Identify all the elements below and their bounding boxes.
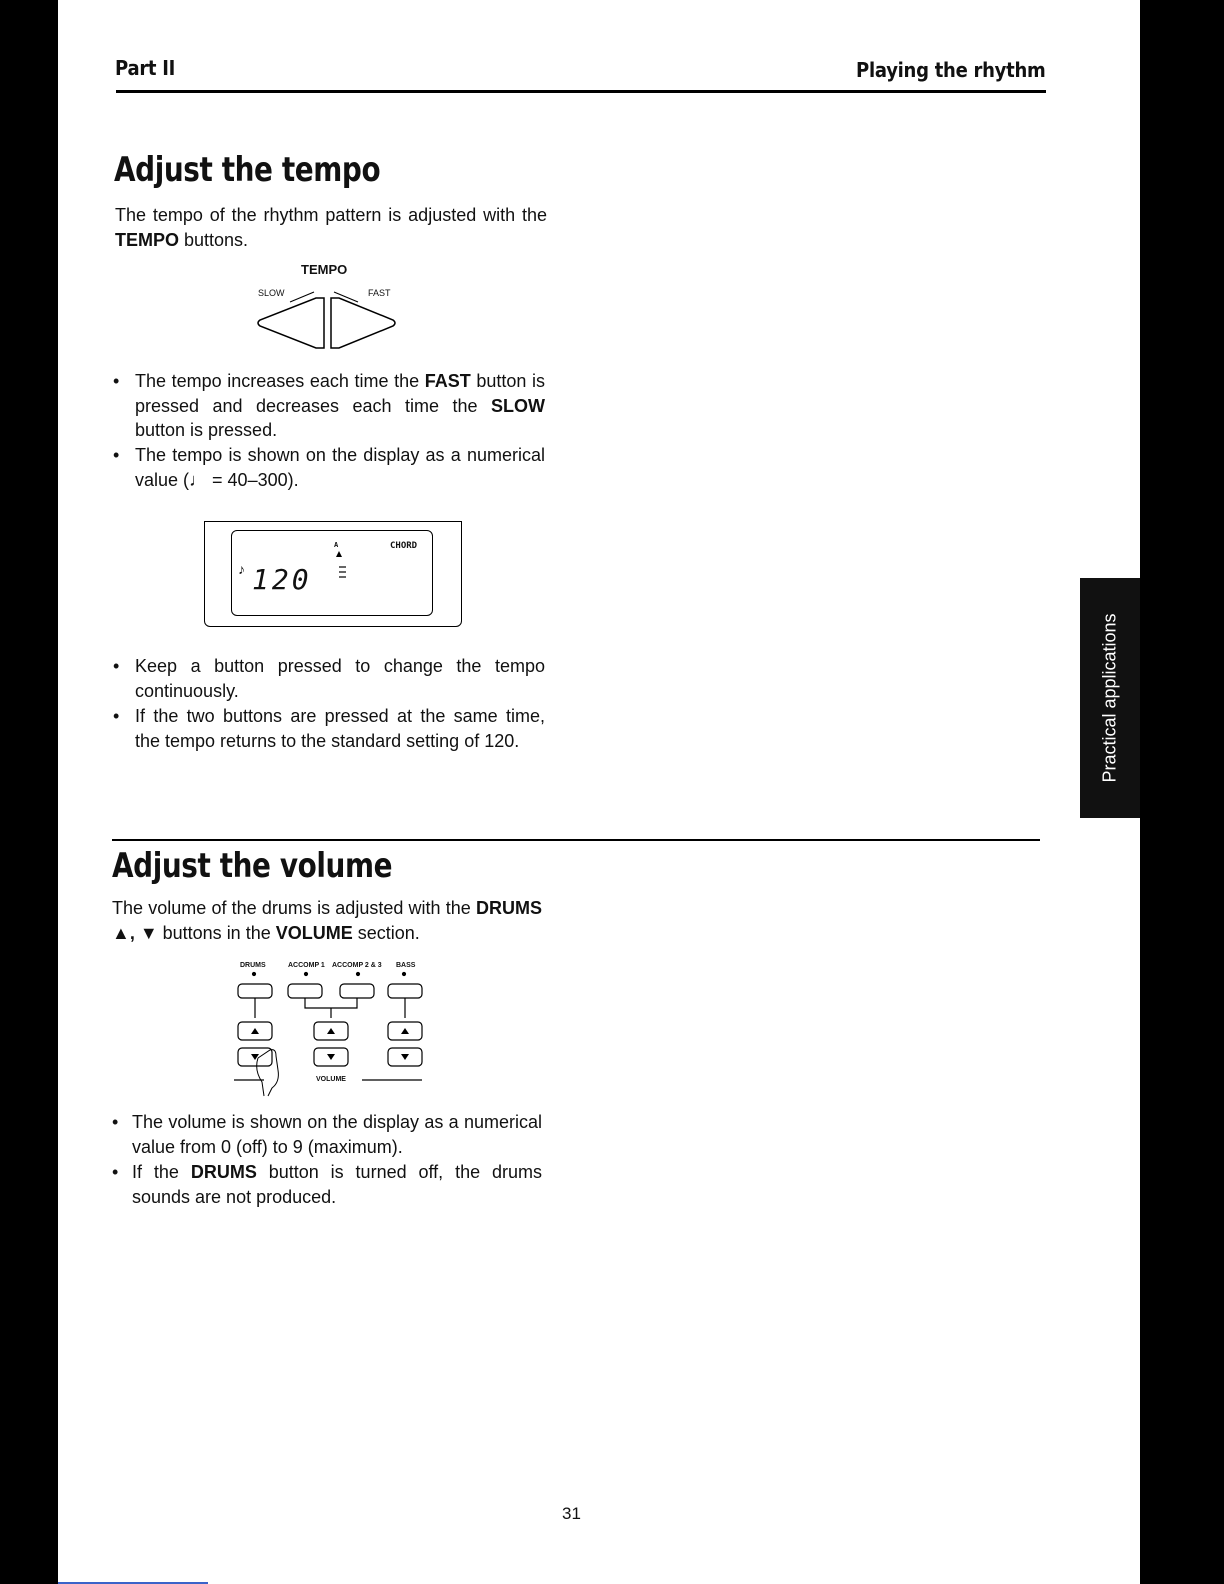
tempo-intro: The tempo of the rhythm pattern is adjusted with the TEMPO buttons.: [115, 205, 547, 250]
bass-label: BASS: [396, 962, 416, 969]
fast-button[interactable]: [331, 298, 395, 348]
header-title: Playing the rhythm: [856, 58, 1046, 82]
bass-down-arrow-icon: [401, 1054, 409, 1060]
accomp-down-arrow-icon: [327, 1054, 335, 1060]
drums-toggle-button[interactable]: [238, 984, 272, 998]
bass-toggle-button[interactable]: [388, 984, 422, 998]
accomp23-label: ACCOMP 2 & 3: [332, 962, 382, 969]
bullet-drums-off: • If the DRUMS button is turned off, the drums sounds are not produced.: [112, 1162, 543, 1207]
header-part: Part II: [115, 56, 176, 80]
drums-up-arrow-icon: [251, 1028, 259, 1034]
lcd-chord-label: CHORD: [390, 541, 418, 551]
volume-label: VOLUME: [316, 1076, 346, 1083]
lcd-note-icon: ♪: [238, 561, 245, 577]
lcd-display: [204, 521, 462, 627]
lcd-marker-icon: [336, 551, 342, 557]
quarter-note-icon: ♩: [189, 469, 208, 490]
page-number: 31: [562, 1504, 581, 1523]
section-tab-label: Practical applications: [1099, 613, 1120, 783]
slow-button[interactable]: [258, 298, 324, 348]
drums-label: DRUMS: [240, 962, 266, 969]
accomp1-toggle-button[interactable]: [288, 984, 322, 998]
tempo-figure-label: TEMPO: [301, 262, 348, 277]
lcd-a-label: A: [334, 541, 339, 549]
section-title-tempo: Adjust the tempo: [114, 150, 381, 190]
accomp23-toggle-button[interactable]: [340, 984, 374, 998]
bullet-numeric: • The tempo is shown on the display as a numerical value (♩ = 40–300).: [113, 445, 545, 490]
bullet-both-pressed: • If the two buttons are pressed at the same time, the tempo returns to the standard setting of 120.: [113, 706, 545, 751]
volume-panel-illustration: [228, 958, 438, 1098]
slow-label: SLOW: [258, 288, 285, 298]
lcd-tempo-value: 120: [252, 563, 312, 596]
lcd-screen: [231, 530, 433, 616]
tempo-buttons-illustration: [254, 290, 404, 352]
volume-intro: The volume of the drums is adjusted with the DRUMS ▲, ▼ buttons in the VOLUME section.: [112, 898, 542, 943]
accomp1-label: ACCOMP 1: [288, 962, 325, 969]
header-rule: [116, 90, 1046, 93]
bass-up-arrow-icon: [401, 1028, 409, 1034]
accomp-up-arrow-icon: [327, 1028, 335, 1034]
bullet-fast-slow: • The tempo increases each time the FAST button is pressed and decreases each time the SLOW button is pressed.: [113, 371, 545, 440]
section-title-volume: Adjust the volume: [112, 846, 393, 886]
bullet-keep-pressed: • Keep a button pressed to change the tempo continuously.: [113, 656, 545, 701]
page: [58, 0, 1140, 1584]
bullet-volume-display: • The volume is shown on the display as a numerical value from 0 (off) to 9 (maximum).: [112, 1112, 542, 1157]
lcd-bars-icon: [338, 565, 348, 583]
section-divider: [112, 839, 1040, 841]
fast-label: FAST: [368, 288, 391, 298]
